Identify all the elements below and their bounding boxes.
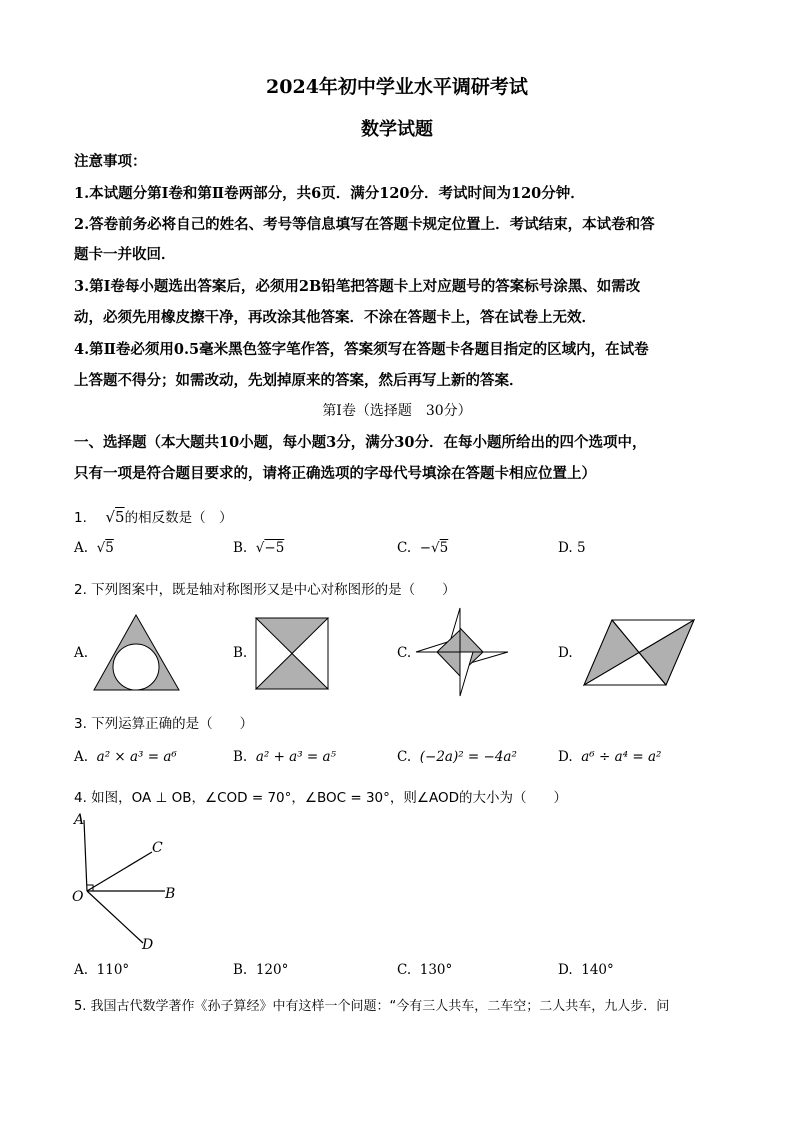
q3-option-a-label: A. xyxy=(74,749,89,765)
notes-item-4: 4.第Ⅱ卷必须用0.5毫米黑色签字笔作答，答案须写在答题卡各题目指定的区域内，在试卷 xyxy=(74,341,649,358)
q2-figure-c-pinwheel xyxy=(413,606,513,698)
q1-option-b: B. √−5 xyxy=(233,540,285,556)
ray-oa xyxy=(84,820,87,891)
notes-item-2: 2.答卷前务必将自己的姓名、考号等信息填写在答题卡规定位置上．考试结束，本试卷和答 xyxy=(74,216,655,233)
q4-option-a xyxy=(74,962,129,978)
q1-option-c-label: C. xyxy=(397,540,412,556)
q2-stem: 2. 下列图案中，既是轴对称图形又是中心对称图形的是（ ） xyxy=(74,582,456,598)
label-c: C xyxy=(152,840,163,856)
q3-option-a-expr: a² × a³ = a⁶ xyxy=(96,749,177,765)
q4-option-a-label: A. xyxy=(74,962,89,978)
q1-option-c-prefix: − xyxy=(419,540,432,556)
q4-option-d-value: 140° xyxy=(581,962,614,978)
q4-option-c-value: 130° xyxy=(419,962,453,978)
notes-heading: 注意事项： xyxy=(74,153,147,170)
q4-angle-figure xyxy=(70,810,190,960)
q2-label-d: D. xyxy=(558,645,573,661)
q1-option-a: A. √5 xyxy=(74,540,114,556)
label-d: D xyxy=(142,937,154,953)
q4-option-b-label: B. xyxy=(233,962,248,978)
q1-stem xyxy=(74,506,233,526)
q2-figure-b-square-hourglass xyxy=(255,617,331,691)
q1-option-b-value: −5 xyxy=(264,540,285,556)
q1-option-c-value: 5 xyxy=(439,540,449,556)
q1-option-b-label: B. xyxy=(233,540,248,556)
label-b: B xyxy=(165,886,176,902)
q1-sqrt: √5 xyxy=(105,508,125,526)
q3-option-b-label: B. xyxy=(233,749,248,765)
q3-option-b-expr: a² + a³ = a⁵ xyxy=(255,749,336,765)
q5-stem: 5. 我国古代数学著作《孙子算经》中有这样一个问题：“今有三人共车，二车空；二人共车，九人步．问 xyxy=(74,999,670,1014)
label-a: A xyxy=(74,812,85,828)
q4-option-d xyxy=(558,962,614,978)
q1-option-d-value: 5 xyxy=(576,540,586,556)
q3-option-c xyxy=(397,749,517,765)
q4-option-b xyxy=(233,962,288,978)
q3-stem: 3. 下列运算正确的是（ ） xyxy=(74,716,254,732)
section-intro-line1: 一、选择题（本大题共10小题，每小题3分，满分30分．在每小题所给出的四个选项中， xyxy=(74,434,647,451)
q1-number: 1. xyxy=(74,510,87,526)
exam-title: 2024年初中学业水平调研考试 xyxy=(266,76,528,98)
notes-item-3: 3.第Ⅰ卷每小题选出答案后，必须用2B铅笔把答题卡上对应题号的答案标号涂黑、如需改 xyxy=(74,278,641,295)
q3-option-b xyxy=(233,749,336,765)
q1-option-c: C. −√5 xyxy=(397,540,449,556)
notes-item-4-cont: 上答题不得分；如需改动，先划掉原来的答案，然后再写上新的答案． xyxy=(74,372,524,389)
exam-subtitle: 数学试题 xyxy=(361,119,433,140)
notes-item-3-cont: 动，必须先用橡皮擦干净，再改涂其他答案．不涂在答题卡上，答在试卷上无效． xyxy=(74,309,596,326)
ray-od xyxy=(87,891,143,943)
q2-label-a: A. xyxy=(74,645,89,661)
q3-option-d xyxy=(558,749,661,765)
q4-option-c xyxy=(397,962,452,978)
q2-figure-a-triangle-circle xyxy=(90,610,190,694)
q1-option-d-label: D. xyxy=(558,540,573,556)
q2-label-c: C. xyxy=(397,645,412,661)
q4-option-b-value: 120° xyxy=(255,962,289,978)
q1-radicand: 5 xyxy=(115,508,125,526)
q4-option-a-value: 110° xyxy=(96,962,130,978)
label-o: O xyxy=(72,889,84,905)
q3-option-a xyxy=(74,749,177,765)
notes-item-2-cont: 题卡一并收回． xyxy=(74,246,176,263)
q3-option-d-expr: a⁶ ÷ a⁴ = a² xyxy=(581,749,662,765)
q4-stem: 4. 如图，OA ⊥ OB，∠COD = 70°，∠BOC = 30°，则∠AOD的大小为（ ） xyxy=(74,790,568,806)
q4-option-c-label: C. xyxy=(397,962,412,978)
q3-option-c-label: C. xyxy=(397,749,412,765)
q4-option-d-label: D. xyxy=(558,962,573,978)
q1-option-a-label: A. xyxy=(74,540,89,556)
q2-label-b: B. xyxy=(233,645,248,661)
q3-option-d-label: D. xyxy=(558,749,573,765)
section-intro-line2: 只有一项是符合题目要求的，请将正确选项的字母代号填涂在答题卡相应位置上） xyxy=(74,465,596,482)
q1-option-a-value: 5 xyxy=(105,540,114,556)
ray-oc xyxy=(87,852,152,891)
q2-figure-d-parallelogram xyxy=(582,618,698,688)
notes-item-1: 1.本试题分第Ⅰ卷和第Ⅱ卷两部分，共6页．满分120分．考试时间为120分钟． xyxy=(74,185,585,202)
q3-option-c-expr: (−2a)² = −4a² xyxy=(419,749,517,765)
q1-text: 的相反数是（ ） xyxy=(124,510,233,526)
section-heading: 第Ⅰ卷（选择题 30分） xyxy=(322,403,472,419)
q1-option-d xyxy=(558,540,586,556)
